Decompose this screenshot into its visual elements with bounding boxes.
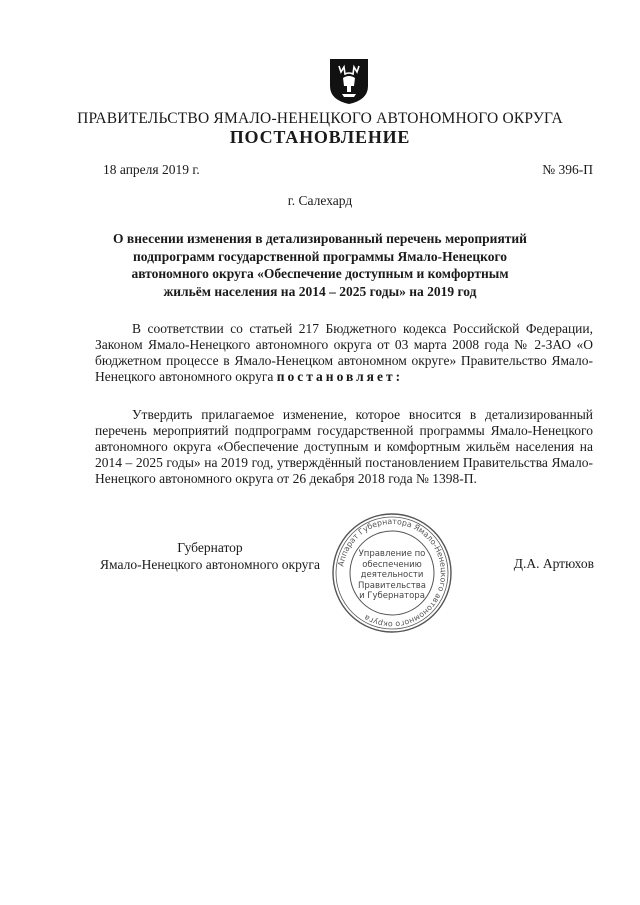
document-number: № 396-П — [542, 162, 593, 177]
paragraph-1-text: В соответствии со статьей 217 Бюджетного кодекса Российской Федерации, Законом Ямало-Ненецкого автономного округа от 03 марта 2008 года № 2-ЗАО «О бюджетном процессе в Ямало-Ненецком автономном округе» Правительство Ямало-Ненецкого автономного округа — [95, 321, 593, 384]
signatory-position-line-2: Ямало-Ненецкого автономного округа — [100, 557, 320, 572]
document-city: г. Салехард — [287, 193, 353, 208]
document-title: О внесении изменения в детализированный перечень мероприятий подпрограмм государственной программы Ямало-Ненецкого автономного округа «Обеспечение доступным и комфортным жильём населения на 2014 – 2025 годы» на 2019 год — [113, 231, 527, 299]
document-type: ПОСТАНОВЛЕНИЕ — [229, 127, 411, 147]
seal-line-1: Управление по — [358, 549, 426, 559]
body-paragraph-1 — [95, 321, 593, 385]
seal-line-3: деятельности — [360, 570, 424, 580]
signatory-position-line-1: Губернатор — [177, 540, 243, 555]
document-date: 18 апреля 2019 г. — [103, 162, 200, 177]
coat-of-arms-emblem — [327, 56, 371, 106]
government-name: ПРАВИТЕЛЬСТВО ЯМАЛО-НЕНЕЦКОГО АВТОНОМНОГО ОКРУГА — [77, 110, 563, 127]
seal-inner-text — [330, 549, 454, 602]
seal-line-2: обеспечению — [362, 559, 422, 570]
seal-line-4: Правительства — [358, 580, 426, 591]
decree-keyword: постановляет: — [276, 369, 404, 384]
svg-text:Аппарат Губернатора Ямало-Нене: Аппарат Губернатора Ямало-Ненецкого автономного округа — [336, 516, 449, 630]
signatory-name: Д.А. Артюхов — [513, 556, 594, 571]
body-paragraph-2: Утвердить прилагаемое изменение, которое вносится в детализированный перечень мероприятий подпрограмм государственной программы Ямало-Ненецкого автономного округа «Обеспечение доступным и комфортным жильём населения на 2014 – 2025 годы» на 2019 год, утверждённый постановлением Правительства Ямало-Ненецкого автономного округа от 26 декабря 2018 года № 1398-П. — [95, 407, 593, 486]
signatory-position — [95, 539, 325, 573]
seal-line-5: и Губернатора — [359, 591, 425, 601]
